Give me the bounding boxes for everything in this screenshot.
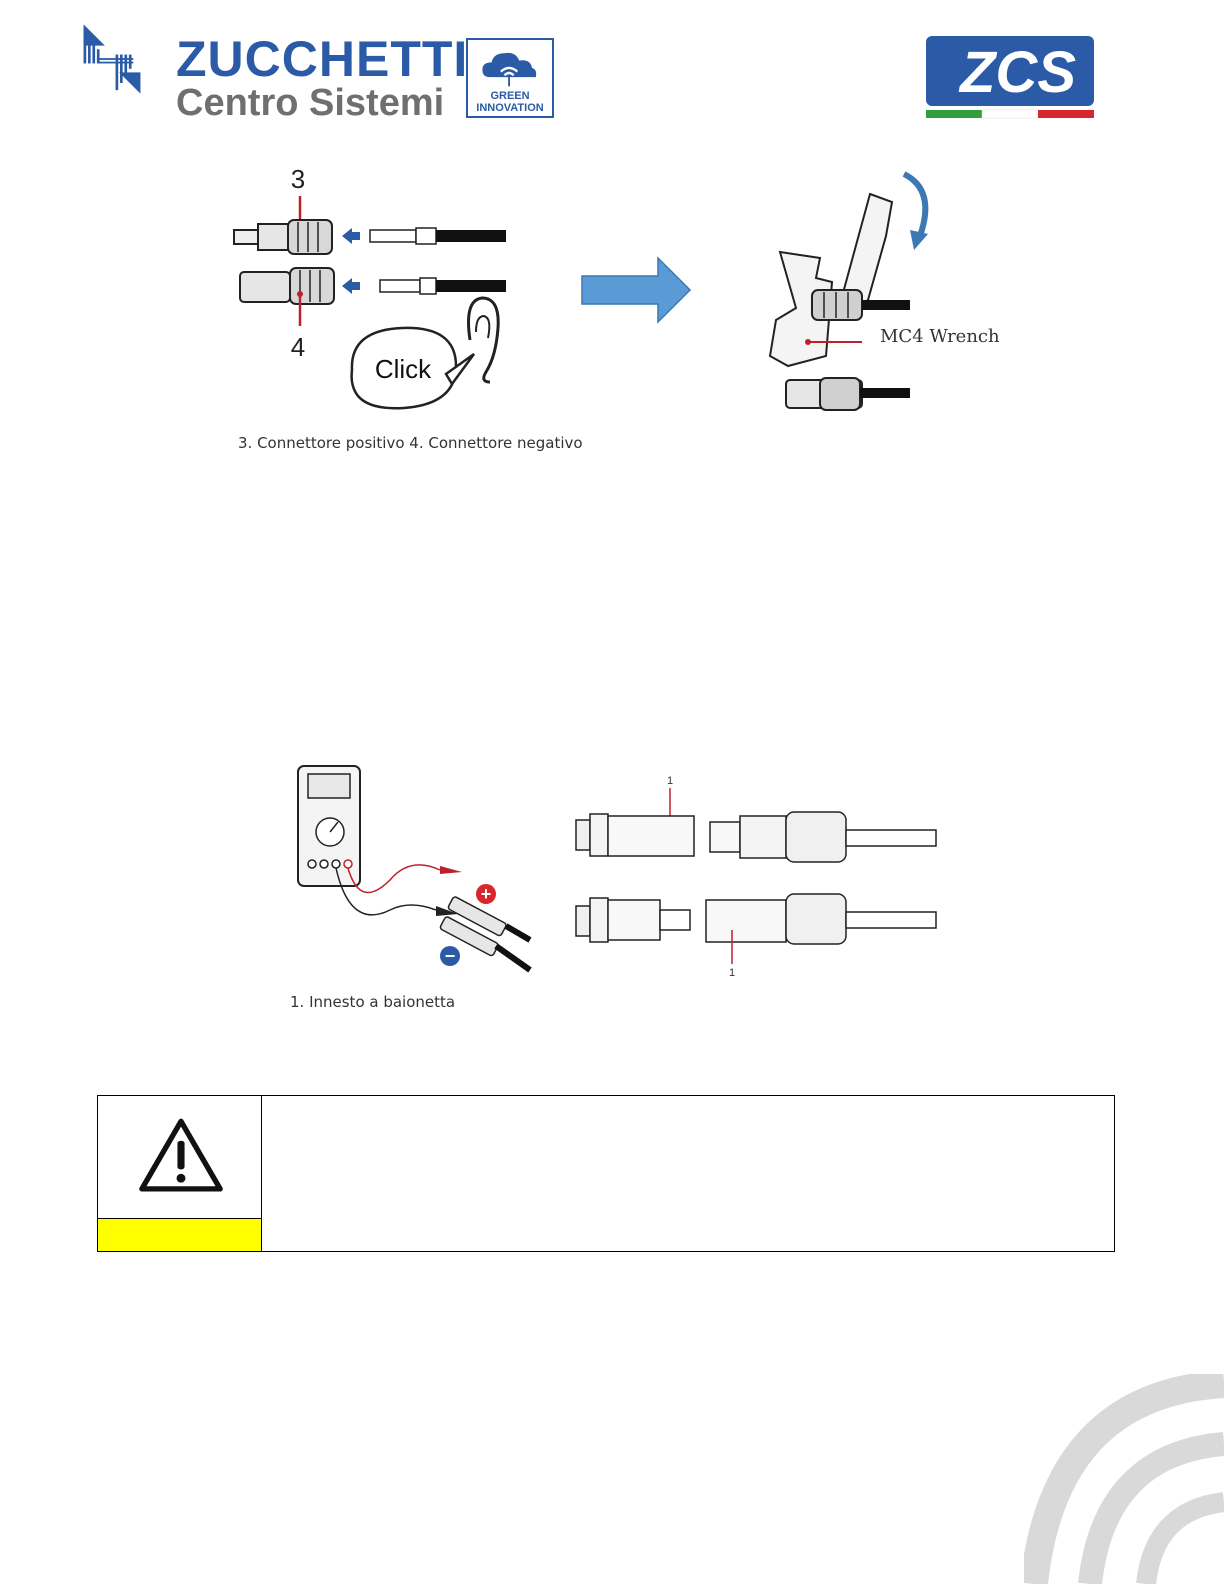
positive-pin-cable bbox=[370, 228, 506, 244]
red-probe-lead bbox=[348, 865, 440, 893]
wrench-label: MC4 Wrench bbox=[880, 326, 1000, 347]
callout-top-1: 1 bbox=[666, 775, 674, 787]
callout-4: 4 bbox=[290, 332, 306, 362]
badge-line2: INNOVATION bbox=[476, 102, 544, 114]
bayonet-connector-bottom bbox=[576, 894, 936, 944]
rotate-arrow-icon bbox=[904, 174, 925, 236]
cloud-wifi-icon bbox=[468, 44, 552, 90]
negative-pin-cable bbox=[380, 278, 506, 294]
plus-symbol: + bbox=[480, 884, 492, 904]
multimeter-icon bbox=[298, 766, 360, 886]
warning-label-cell bbox=[98, 1218, 262, 1251]
warning-triangle-icon bbox=[134, 1116, 228, 1196]
zcs-logo bbox=[926, 36, 1096, 122]
brand-name: ZUCCHETTI bbox=[176, 31, 469, 87]
badge-line1: GREEN bbox=[490, 90, 530, 102]
warning-icon-cell bbox=[98, 1096, 262, 1218]
zucchetti-logo-mark bbox=[80, 16, 160, 102]
callout-bottom-1: 1 bbox=[728, 967, 736, 979]
next-step-arrow bbox=[582, 258, 690, 322]
bayonet-connector-top bbox=[576, 812, 936, 862]
connector-assembly-figure bbox=[220, 160, 1000, 430]
warning-text bbox=[262, 1096, 1114, 1251]
watermark-arcs-icon bbox=[1024, 1374, 1224, 1584]
warning-box bbox=[97, 1095, 1115, 1252]
green-innovation-badge bbox=[466, 38, 554, 118]
mc4-wrench-illustration bbox=[770, 174, 928, 410]
callout-3: 3 bbox=[290, 164, 306, 194]
minus-symbol: − bbox=[444, 946, 456, 966]
brand-subtitle: Centro Sistemi bbox=[176, 82, 445, 124]
figure1-caption: 3. Connettore positivo 4. Connettore negativo bbox=[238, 434, 583, 452]
positive-connector bbox=[234, 220, 332, 254]
ear-icon bbox=[469, 298, 499, 382]
figure2-caption: 1. Innesto a baionetta bbox=[290, 993, 456, 1011]
zcs-logo-text: ZCS bbox=[960, 40, 1076, 105]
insert-arrow-negative bbox=[342, 278, 360, 294]
insert-arrow-positive bbox=[342, 228, 360, 244]
click-label: Click bbox=[374, 354, 432, 384]
multimeter-bayonet-figure bbox=[290, 760, 950, 990]
red-probe-tip bbox=[440, 866, 462, 874]
negative-connector bbox=[240, 268, 334, 304]
